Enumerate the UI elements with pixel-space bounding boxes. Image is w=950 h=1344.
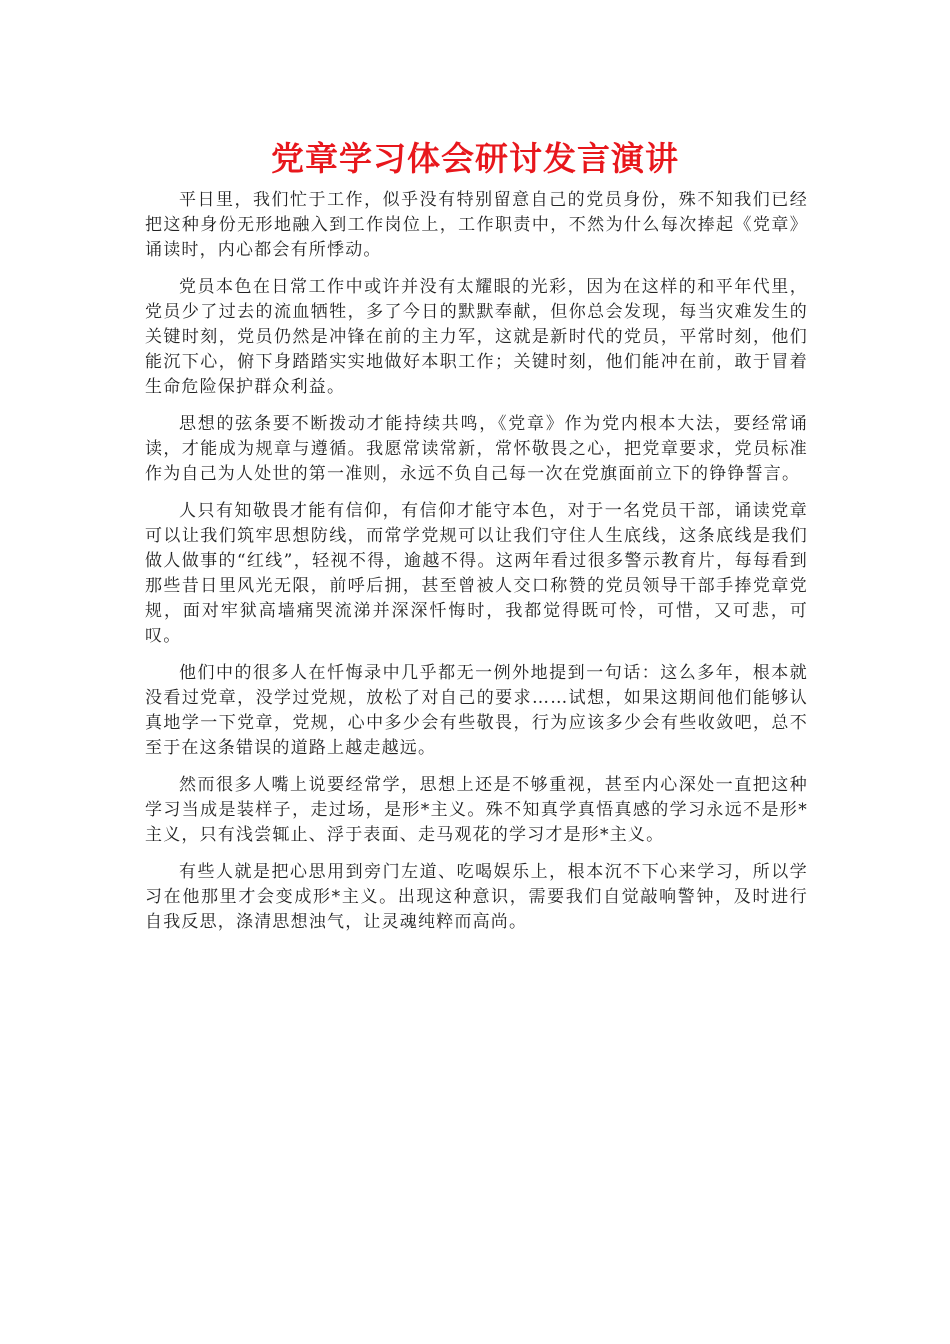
document-title: 党章学习体会研讨发言演讲 bbox=[271, 139, 679, 178]
paragraph-7: 有些人就是把心思用到旁门左道、吃喝娱乐上，根本沉不下心来学习，所以学习在他那里才会变成形*主义。出现这种意识，需要我们自觉敲响警钟，及时进行自我反思，涤清思想浊气，让灵魂纯粹而高尚。 bbox=[145, 862, 808, 932]
paragraph-4: 人只有知敬畏才能有信仰，有信仰才能守本色，对于一名党员干部，诵读党章可以让我们筑牢思想防线，而常学党规可以让我们守住人生底线，这条底线是我们做人做事的“红线”，轻视不得，逾越不得。这两年看过很多警示教育片，每每看到那些昔日里风光无限，前呼后拥，甚至曾被人交口称赞的党员领导干部手捧党章党规，面对牢狱高墙痛哭流涕并深深忏悔时，我都觉得既可怜，可惜，又可悲，可叹。 bbox=[145, 501, 808, 646]
paragraph-3: 思想的弦条要不断拨动才能持续共鸣，《党章》作为党内根本大法，要经常诵读，才能成为规章与遵循。我愿常读常新，常怀敬畏之心，把党章要求，党员标准作为自己为人处世的第一准则，永远不负自己每一次在党旗面前立下的铮铮誓言。 bbox=[145, 414, 808, 484]
paragraph-6: 然而很多人嘴上说要经常学，思想上还是不够重视，甚至内心深处一直把这种学习当成是装样子，走过场，是形*主义。殊不知真学真悟真感的学习永远不是形*主义，只有浅尝辄止、浮于表面、走马观花的学习才是形*主义。 bbox=[145, 775, 808, 845]
paragraph-1: 平日里，我们忙于工作，似乎没有特别留意自己的党员身份，殊不知我们已经把这种身份无形地融入到工作岗位上，工作职责中，不然为什么每次捧起《党章》诵读时，内心都会有所悸动。 bbox=[145, 190, 808, 260]
paragraph-5: 他们中的很多人在忏悔录中几乎都无一例外地提到一句话：这么多年，根本就没看过党章，没学过党规，放松了对自己的要求……试想，如果这期间他们能够认真地学一下党章，党规，心中多少会有些敬畏，行为应该多少会有些收敛吧，总不至于在这条错误的道路上越走越远。 bbox=[145, 663, 808, 758]
document-body bbox=[145, 188, 808, 947]
paragraph-2: 党员本色在日常工作中或许并没有太耀眼的光彩，因为在这样的和平年代里，党员少了过去的流血牺牲，多了今日的默默奉献，但你总会发现，每当灾难发生的关键时刻，党员仍然是冲锋在前的主力军，这就是新时代的党员，平常时刻，他们能沉下心，俯下身踏踏实实地做好本职工作；关键时刻，他们能冲在前，敢于冒着生命危险保护群众利益。 bbox=[145, 277, 808, 397]
